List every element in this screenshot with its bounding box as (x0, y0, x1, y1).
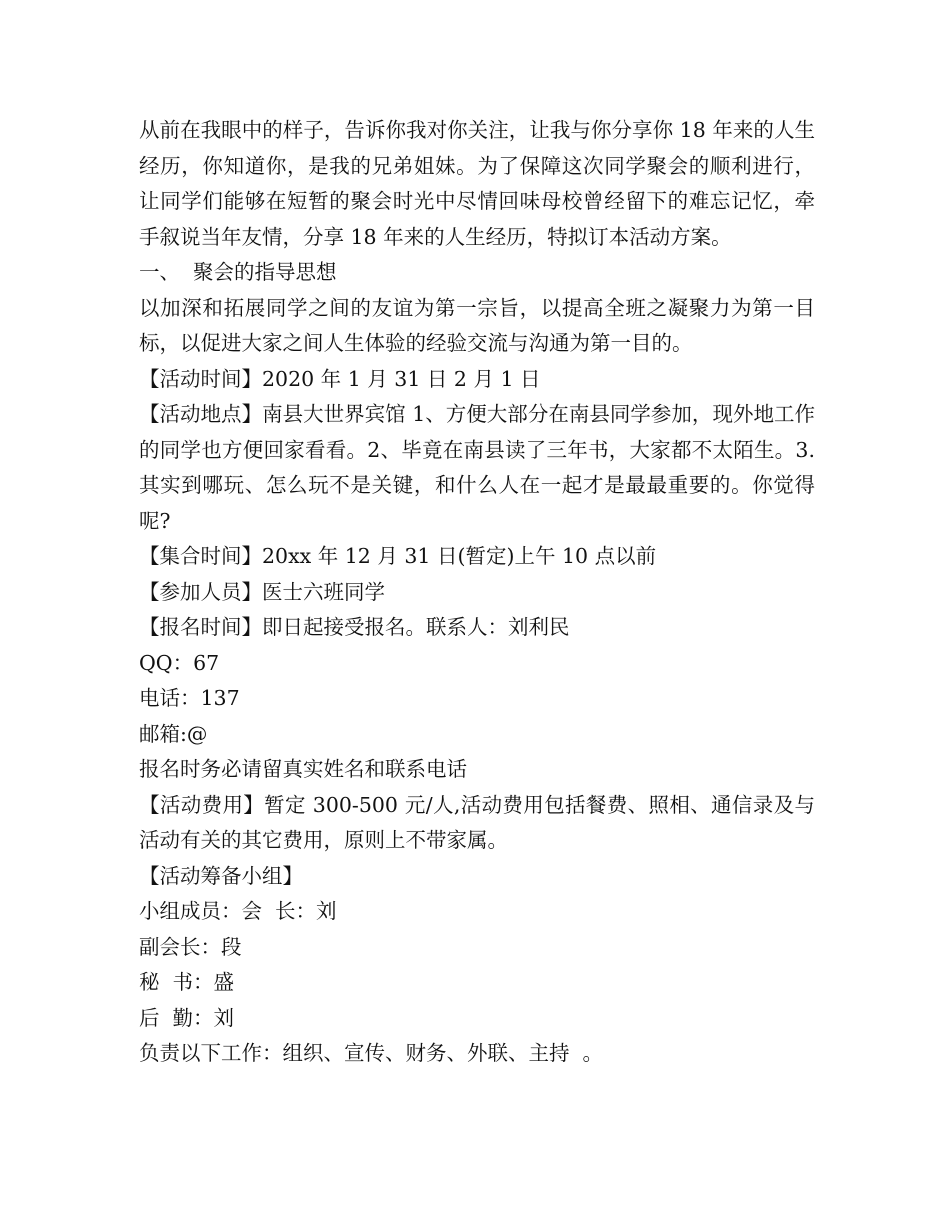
committee-logistics: 后 勤：刘 (139, 1005, 235, 1030)
activity-fee: 【活动费用】暂定 300-500 元/人,活动费用包括餐费、照相、通信录及与活动有关的其它费用，原则上不带家属。 (139, 792, 815, 852)
committee-secretary: 秘 书：盛 (139, 970, 235, 994)
intro-paragraph: 从前在我眼中的样子，告诉你我对你关注，让我与你分享你 18 年来的人生经历，你知道你，是我的兄弟姐妹。为了保障这次同学聚会的顺利进行，让同学们能够在短暂的聚会时光中尽情回味母校曾经留下的难忘记忆，牵手叙说当年友情，分享 18 年来的人生经历，特拟订本活动方案。 (139, 118, 815, 249)
signup-time: 【报名时间】即日起接受报名。联系人：刘利民 (139, 615, 570, 639)
activity-time: 【活动时间】2020 年 1 月 31 日 2 月 1 日 (139, 366, 541, 391)
committee-duties: 负责以下工作：组织、宣传、财务、外联、主持 。 (139, 1041, 604, 1065)
committee-members: 小组成员：会 长：刘 (139, 899, 337, 923)
signup-note: 报名时务必请留真实姓名和联系电话 (139, 757, 467, 781)
document-page (139, 113, 815, 1072)
guiding-principle-paragraph: 以加深和拓展同学之间的友谊为第一宗旨，以提高全班之凝聚力为第一目标，以促进大家之间人生体验的经验交流与沟通为第一目的。 (139, 295, 815, 355)
committee-heading: 【活动筹备小组】 (139, 863, 303, 888)
committee-vice-president: 副会长：段 (139, 934, 242, 959)
activity-place: 【活动地点】南县大世界宾馆 1、方便大部分在南县同学参加，现外地工作的同学也方便回家看看。2、毕竟在南县读了三年书，大家都不太陌生。3.其实到哪玩、怎么玩不是关键，和什么人在一起才是最最重要的。你觉得呢? (139, 402, 815, 533)
gather-time: 【集合时间】20xx 年 12 月 31 日(暂定)上午 10 点以前 (139, 544, 657, 568)
contact-email: 邮箱:@ (139, 721, 208, 746)
section-heading: 一、 聚会的指导思想 (139, 260, 337, 284)
participants: 【参加人员】医士六班同学 (139, 579, 385, 604)
contact-phone: 电话：137 (139, 686, 240, 710)
contact-qq: QQ：67 (139, 650, 220, 675)
